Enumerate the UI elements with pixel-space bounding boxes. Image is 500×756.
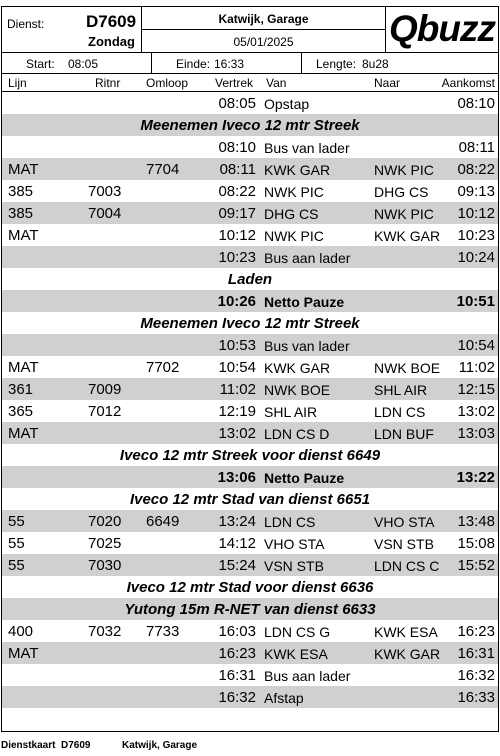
table-row <box>2 466 498 488</box>
footer-location: Katwijk, Garage <box>122 740 198 751</box>
dienst-cell <box>2 7 142 52</box>
cell-lijn: 385 <box>8 205 34 222</box>
cell-lijn: 385 <box>8 183 34 200</box>
cell-naar: DHG CS <box>374 184 429 200</box>
cell-omloop: 7702 <box>146 359 180 376</box>
times-bar <box>2 53 498 74</box>
table-row <box>2 400 498 422</box>
cell-van: Bus van lader <box>264 338 350 354</box>
cell-lijn: MAT <box>8 161 39 178</box>
cell-aankomst: 15:08 <box>457 535 495 552</box>
cell-aankomst: 13:02 <box>457 403 495 420</box>
cell-vertrek: 16:03 <box>218 623 256 640</box>
dienst-number: D7609 <box>86 12 137 31</box>
cell-naar: VHO STA <box>374 514 435 530</box>
location: Katwijk, Garage <box>218 12 309 26</box>
table-row <box>2 532 498 554</box>
cell-omloop: 7704 <box>146 161 180 178</box>
col-omloop: Omloop <box>146 76 189 90</box>
cell-vertrek: 16:32 <box>218 689 256 706</box>
cell-van: Afstap <box>264 690 304 706</box>
cell-lijn: MAT <box>8 645 39 662</box>
table-row <box>2 378 498 400</box>
table-row <box>2 180 498 202</box>
cell-van: NWK PIC <box>264 228 324 244</box>
cell-lijn: MAT <box>8 425 39 442</box>
cell-aankomst: 10:54 <box>457 337 495 354</box>
cell-van: VSN STB <box>264 558 324 574</box>
cell-van: Bus aan lader <box>264 668 351 684</box>
cell-van: Netto Pauze <box>264 470 345 486</box>
cell-aankomst: 08:22 <box>457 161 495 178</box>
cell-aankomst: 09:13 <box>457 183 495 200</box>
section-title: Iveco 12 mtr Stad van dienst 6651 <box>129 491 371 508</box>
cell-aankomst: 08:10 <box>457 95 495 112</box>
cell-vertrek: 11:02 <box>219 381 256 398</box>
date: 05/01/2025 <box>233 35 294 49</box>
cell-van: LDN CS <box>264 514 316 530</box>
cell-aankomst: 13:03 <box>457 425 495 442</box>
qbuzz-logo: Qbuzz <box>389 8 495 49</box>
cell-vertrek: 08:11 <box>219 161 256 178</box>
cell-ritnr: 7009 <box>88 381 122 398</box>
table-row <box>2 246 498 268</box>
start-label: Start: <box>26 57 55 71</box>
length-label: Lengte: <box>316 57 357 71</box>
logo-cell <box>386 7 498 52</box>
col-vertrek: Vertrek <box>215 76 254 90</box>
cell-vertrek: 10:12 <box>218 227 256 244</box>
end-label: Einde: <box>176 57 211 71</box>
table-row <box>2 136 498 158</box>
cell-aankomst: 11:02 <box>458 359 495 376</box>
section-title: Meenemen Iveco 12 mtr Streek <box>140 117 360 134</box>
cell-ritnr: 7003 <box>88 183 122 200</box>
footer-title: Dienstkaart <box>1 740 56 751</box>
cell-lijn: 361 <box>8 381 34 398</box>
table-row <box>2 554 498 576</box>
cell-vertrek: 14:12 <box>218 535 256 552</box>
cell-vertrek: 15:24 <box>218 557 256 574</box>
cell-van: SHL AIR <box>264 404 318 420</box>
end-cell <box>152 53 302 73</box>
cell-aankomst: 13:48 <box>457 513 495 530</box>
section-title: Laden <box>227 271 273 288</box>
cell-lijn: 55 <box>8 557 25 574</box>
cell-aankomst: 15:52 <box>457 557 495 574</box>
cell-vertrek: 10:53 <box>218 337 256 354</box>
start-value: 08:05 <box>68 57 99 71</box>
table-row <box>2 664 498 686</box>
section-row <box>2 598 498 620</box>
duty-card <box>1 6 499 732</box>
table-row <box>2 642 498 664</box>
day-label: Zondag <box>88 34 135 49</box>
cell-ritnr: 7025 <box>88 535 122 552</box>
cell-van: KWK GAR <box>264 162 331 178</box>
table-row <box>2 686 498 708</box>
col-van: Van <box>266 76 287 90</box>
cell-van: Netto Pauze <box>264 294 345 310</box>
table-row <box>2 422 498 444</box>
cell-vertrek: 09:17 <box>218 205 256 222</box>
cell-ritnr: 7032 <box>88 623 122 640</box>
cell-naar: LDN CS C <box>374 558 440 574</box>
cell-naar: SHL AIR <box>374 382 428 398</box>
location-date-cell <box>142 7 386 52</box>
table-row <box>2 334 498 356</box>
section-title: Meenemen Iveco 12 mtr Streek <box>140 315 360 332</box>
cell-naar: KWK GAR <box>374 646 441 662</box>
cell-vertrek: 13:24 <box>218 513 256 530</box>
table-row <box>2 290 498 312</box>
section-row <box>2 576 498 598</box>
col-naar: Naar <box>374 76 401 90</box>
table-row <box>2 224 498 246</box>
section-row <box>2 488 498 510</box>
cell-naar: NWK BOE <box>374 360 441 376</box>
cell-vertrek: 13:02 <box>218 425 256 442</box>
cell-vertrek: 16:23 <box>218 645 256 662</box>
cell-van: VHO STA <box>264 536 325 552</box>
cell-vertrek: 08:22 <box>218 183 256 200</box>
cell-vertrek: 13:06 <box>217 469 256 486</box>
dienst-label: Dienst: <box>7 17 45 31</box>
cell-naar: KWK GAR <box>374 228 441 244</box>
cell-van: Bus van lader <box>264 140 350 156</box>
cell-van: DHG CS <box>264 206 319 222</box>
end-value: 16:33 <box>214 57 245 71</box>
cell-lijn: MAT <box>8 359 39 376</box>
cell-vertrek: 10:26 <box>217 293 256 310</box>
section-row <box>2 312 498 334</box>
section-title: Iveco 12 mtr Stad voor dienst 6636 <box>126 579 374 596</box>
cell-van: LDN CS D <box>264 426 330 442</box>
cell-lijn: MAT <box>8 227 39 244</box>
table-row <box>2 158 498 180</box>
cell-vertrek: 12:19 <box>218 403 256 420</box>
table-row <box>2 620 498 642</box>
cell-lijn: 400 <box>8 623 34 640</box>
cell-naar: NWK PIC <box>374 162 434 178</box>
cell-aankomst: 16:33 <box>457 689 495 706</box>
cell-vertrek: 08:10 <box>218 139 256 156</box>
cell-vertrek: 16:31 <box>218 667 256 684</box>
table-row <box>2 356 498 378</box>
start-cell <box>2 53 152 73</box>
col-ritnr: Ritnr <box>95 76 121 90</box>
cell-van: Bus aan lader <box>264 250 351 266</box>
cell-lijn: 55 <box>8 535 25 552</box>
column-header <box>2 74 498 92</box>
cell-vertrek: 10:54 <box>218 359 256 376</box>
cell-van: KWK ESA <box>264 646 328 662</box>
col-aankomst: Aankomst <box>441 76 495 90</box>
footer-dienst: D7609 <box>61 740 91 751</box>
cell-van: NWK PIC <box>264 184 324 200</box>
table-row <box>2 510 498 532</box>
divider <box>142 29 385 30</box>
section-row <box>2 444 498 466</box>
cell-aankomst: 08:11 <box>458 139 495 156</box>
cell-aankomst: 16:32 <box>457 667 495 684</box>
cell-naar: LDN BUF <box>374 426 434 442</box>
cell-van: Opstap <box>264 96 310 112</box>
cell-aankomst: 10:12 <box>457 205 495 222</box>
col-lijn: Lijn <box>8 76 27 90</box>
cell-ritnr: 7020 <box>88 513 122 530</box>
table-row <box>2 92 498 114</box>
cell-ritnr: 7030 <box>88 557 122 574</box>
section-title: Yutong 15m R-NET van dienst 6633 <box>124 601 376 618</box>
cell-van: KWK GAR <box>264 360 331 376</box>
cell-lijn: 55 <box>8 513 25 530</box>
cell-ritnr: 7012 <box>88 403 122 420</box>
section-row <box>2 268 498 290</box>
cell-naar: NWK PIC <box>374 206 434 222</box>
cell-naar: KWK ESA <box>374 624 438 640</box>
cell-aankomst: 10:24 <box>457 249 495 266</box>
cell-omloop: 7733 <box>146 623 180 640</box>
cell-aankomst: 16:23 <box>457 623 495 640</box>
cell-van: LDN CS G <box>264 624 331 640</box>
cell-lijn: 365 <box>8 403 34 420</box>
cell-aankomst: 10:23 <box>457 227 495 244</box>
header <box>2 7 498 53</box>
table-row <box>2 202 498 224</box>
length-cell <box>302 53 498 73</box>
cell-naar: VSN STB <box>374 536 434 552</box>
cell-aankomst: 10:51 <box>456 293 495 310</box>
cell-vertrek: 08:05 <box>218 95 256 112</box>
cell-aankomst: 16:31 <box>457 645 495 662</box>
length-value: 8u28 <box>362 57 389 71</box>
cell-van: NWK BOE <box>264 382 331 398</box>
cell-vertrek: 10:23 <box>218 249 256 266</box>
cell-naar: LDN CS <box>374 404 426 420</box>
cell-omloop: 6649 <box>146 513 180 530</box>
cell-ritnr: 7004 <box>88 205 122 222</box>
cell-aankomst: 12:15 <box>457 381 495 398</box>
cell-aankomst: 13:22 <box>456 469 495 486</box>
section-row <box>2 114 498 136</box>
section-title: Iveco 12 mtr Streek voor dienst 6649 <box>119 447 381 464</box>
